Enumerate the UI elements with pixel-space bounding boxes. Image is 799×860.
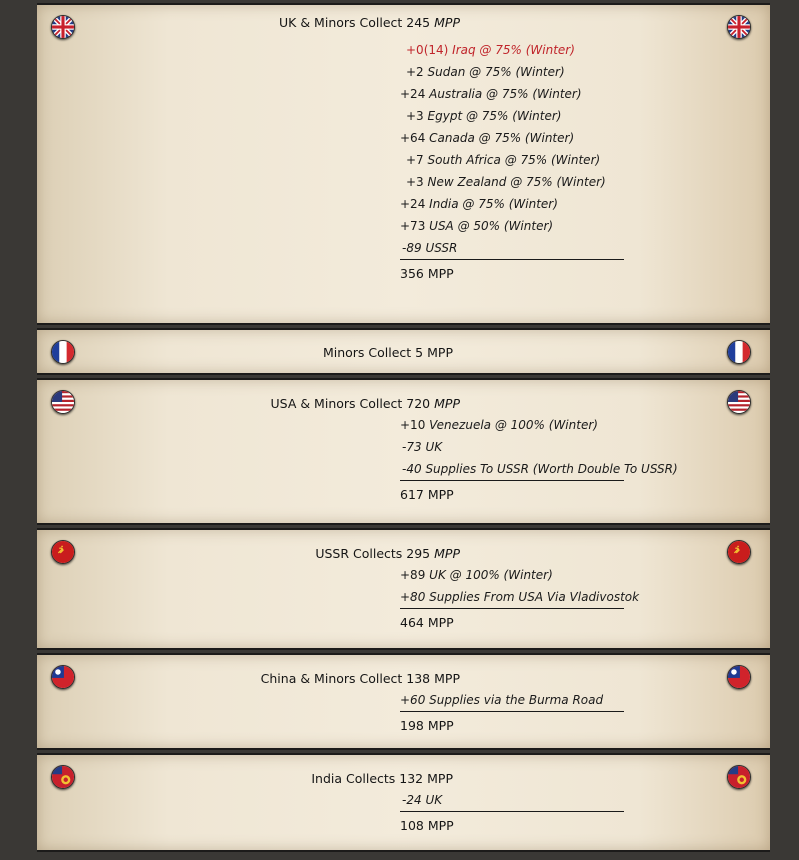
uk-flag-icon <box>727 15 751 39</box>
header-unit: MPP <box>434 15 460 30</box>
panel-total: 198 MPP <box>400 718 454 733</box>
ussr-flag-icon <box>727 540 751 564</box>
panel-header: USSR Collects 295 MPP <box>315 546 460 561</box>
panel-total: 108 MPP <box>400 818 454 833</box>
panel-total: 356 MPP <box>400 266 454 281</box>
usa-collect-panel <box>37 378 770 525</box>
header-text: UK & Minors Collect 245 <box>279 15 431 30</box>
income-line: +60 Supplies via the Burma Road <box>400 693 604 707</box>
income-line: +80 Supplies From USA Via Vladivostok <box>400 590 640 604</box>
uk-collect-panel <box>37 3 770 325</box>
panel-header: China & Minors Collect 138 MPP <box>260 671 460 686</box>
india-flag-icon <box>727 765 751 789</box>
china-flag-icon <box>727 665 751 689</box>
india-collect-panel <box>37 753 770 852</box>
sum-rule <box>400 480 624 481</box>
usa-flag-icon <box>727 390 751 414</box>
china-collect-panel <box>37 653 770 750</box>
income-line: +24 Australia @ 75% (Winter) <box>400 87 582 101</box>
sum-rule <box>400 711 624 712</box>
panel-total: 464 MPP <box>400 615 454 630</box>
sum-rule <box>400 811 624 812</box>
income-line: +64 Canada @ 75% (Winter) <box>400 131 575 145</box>
sum-rule <box>400 259 624 260</box>
income-line: -40 Supplies To USSR (Worth Double To USSR) <box>402 462 678 476</box>
panel-header: Minors Collect 5 MPP <box>322 345 453 360</box>
income-line: +73 USA @ 50% (Winter) <box>400 219 554 233</box>
income-line: +3 Egypt @ 75% (Winter) <box>406 109 562 123</box>
income-line: +3 New Zealand @ 75% (Winter) <box>406 175 606 189</box>
panel-header: India Collects 132 MPP <box>311 771 453 786</box>
income-line: +0(14) Iraq @ 75% (Winter) <box>406 43 575 57</box>
france-collect-panel <box>37 328 770 375</box>
panel-header: USA & Minors Collect 720 MPP <box>270 396 460 411</box>
ussr-collect-panel <box>37 528 770 650</box>
france-flag-icon <box>727 340 751 364</box>
income-line: +89 UK @ 100% (Winter) <box>400 568 553 582</box>
income-line: -73 UK <box>402 440 443 454</box>
income-line: -24 UK <box>402 793 443 807</box>
income-line: +24 India @ 75% (Winter) <box>400 197 558 211</box>
income-line: +2 Sudan @ 75% (Winter) <box>406 65 565 79</box>
income-line: +7 South Africa @ 75% (Winter) <box>406 153 601 167</box>
sum-rule <box>400 608 624 609</box>
panel-total: 617 MPP <box>400 487 454 502</box>
panel-header <box>37 15 460 30</box>
income-line: +10 Venezuela @ 100% (Winter) <box>400 418 598 432</box>
income-line: -89 USSR <box>402 241 458 255</box>
